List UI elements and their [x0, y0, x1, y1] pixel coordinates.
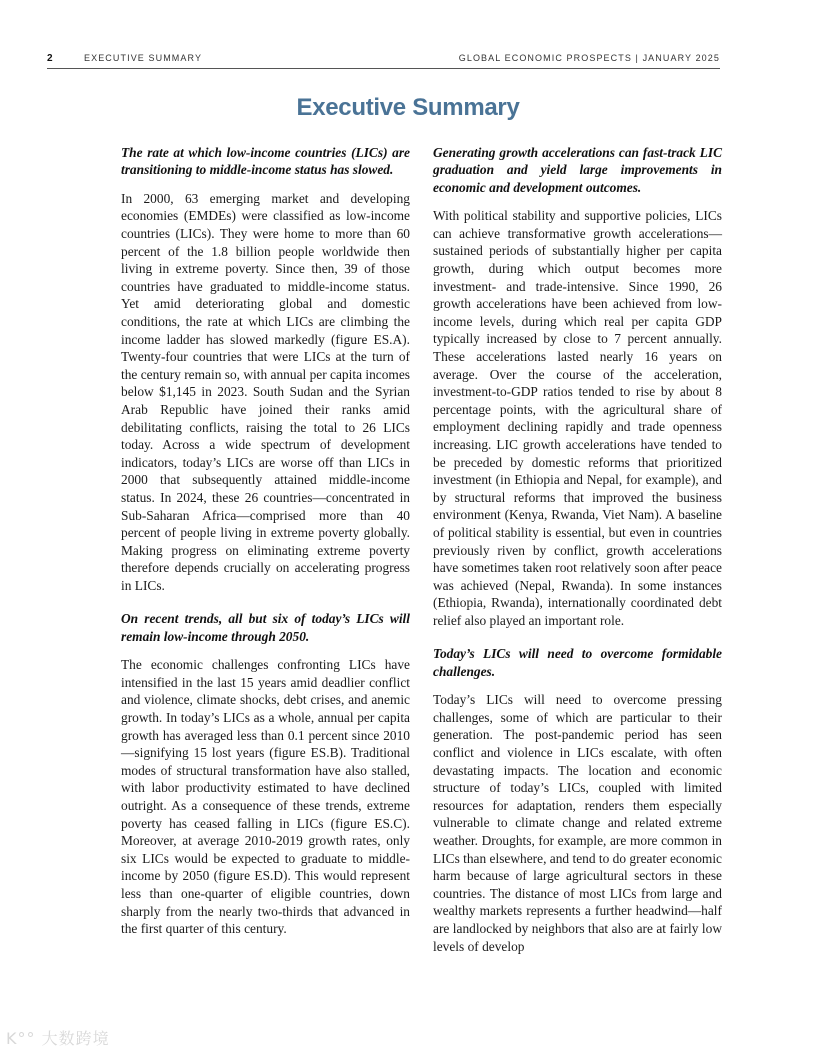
section-heading: Today’s LICs will need to overcome formidable challenges. [433, 646, 722, 679]
section-heading: On recent trends, all but six of today’s LICs will remain low-income through 2050. [121, 611, 410, 644]
watermark: K°° 大数跨境 [6, 1029, 110, 1048]
left-column [121, 144, 410, 954]
running-header [47, 52, 720, 69]
page-title: Executive Summary [296, 94, 520, 121]
section-name: EXECUTIVE SUMMARY [84, 53, 203, 63]
section-heading: The rate at which low-income countries (LICs) are transitioning to middle-income status has slowed. [121, 145, 410, 178]
section-heading: Generating growth accelerations can fast-track LIC graduation and yield large improvements in economic and development outcomes. [433, 145, 722, 195]
right-column [433, 144, 722, 971]
page-number: 2 [47, 53, 53, 64]
section-body: Today’s LICs will need to overcome pressing challenges, some of which are particular to their generation. The post-pandemic period has seen conflict and violence in LICs escalate, with often devastating impacts. The location and economic structure of today’s LICs, coupled with limited resources for adaptation, renders them especially vulnerable to climate change and related extreme weather. Droughts, for example, are more common in LICs than elsewhere, and tend to do greater economic harm because of large agricultural sectors in these countries. The distance of most LICs from large and wealthy markets represents a further headwind—half are landlocked by neighbors that also are at fairly low levels of develop [433, 692, 722, 954]
section-body: In 2000, 63 emerging market and developing economies (EMDEs) were classified as low-income countries (LICs). They were home to more than 60 percent of the 1.8 billion people worldwide then living in extreme poverty. Since then, 39 of those countries have graduated to middle-income status. Yet amid deteriorating global and domestic conditions, the rate at which LICs are climbing the income ladder has slowed markedly (figure ES.A). Twenty-four countries that were LICs at the turn of the century remain so, with annual per capita incomes below $1,145 in 2023. South Sudan and the Syrian Arab Republic have joined their ranks amid debilitating conflicts, raising the total to 26 LICs today. Across a wide spectrum of development indicators, today’s LICs are worse off than LICs in 2000 that subsequently attained middle-income status. In 2024, these 26 countries—concentrated in Sub-Saharan Africa—comprised more than 40 percent of people living in extreme poverty globally. Making progress on eliminating extreme poverty therefore depends crucially on accelerating progress in LICs. [121, 190, 410, 593]
publication-name: GLOBAL ECONOMIC PROSPECTS | JANUARY 2025 [458, 53, 720, 63]
section-body: The economic challenges confronting LICs have intensified in the last 15 years amid deadlier conflict and violence, climate shocks, debt crises, and anemic growth. In today’s LICs as a whole, annual per capita growth has averaged less than 0.1 percent since 2010—signifying 15 lost years (figure ES.B). Traditional modes of structural transformation have also stalled, with labor productivity estimated to have declined outright. As a consequence of these trends, extreme poverty has ceased falling in LICs (figure ES.C). Moreover, at average 2010-2019 growth rates, only six LICs would be expected to graduate to middle-income by 2050 (figure ES.D). This would represent less than one-quarter of eligible countries, down sharply from the nearly two-thirds that advanced in the first quarter of this century. [121, 657, 410, 937]
section-body: With political stability and supportive policies, LICs can achieve transformative growth accelerations—sustained periods of substantially higher per capita growth, during which output becomes more investment- and trade-intensive. Since 1990, 26 growth accelerations have been achieved from low-income levels, during which real per capita GDP typically increased by close to 7 percent annually. These accelerations lasted nearly 16 years on average. Over the course of the acceleration, investment-to-GDP ratios tended to rise by about 8 percentage points, with the agricultural share of employment declining rapidly and trade openness increasing. LIC growth accelerations have tended to be preceded by domestic reforms that prioritized investment (in Ethiopia and Nepal, for example), and by structural reforms that improved the business environment (Kenya, Rwanda, Viet Nam). A baseline of political stability is essential, but even in countries previously riven by conflict, growth accelerations have sometimes taken root relatively soon after peace was achieved (Nepal, Rwanda). In some instances (Ethiopia, Rwanda), internationally coordinated debt relief also played an important role. [433, 208, 722, 628]
